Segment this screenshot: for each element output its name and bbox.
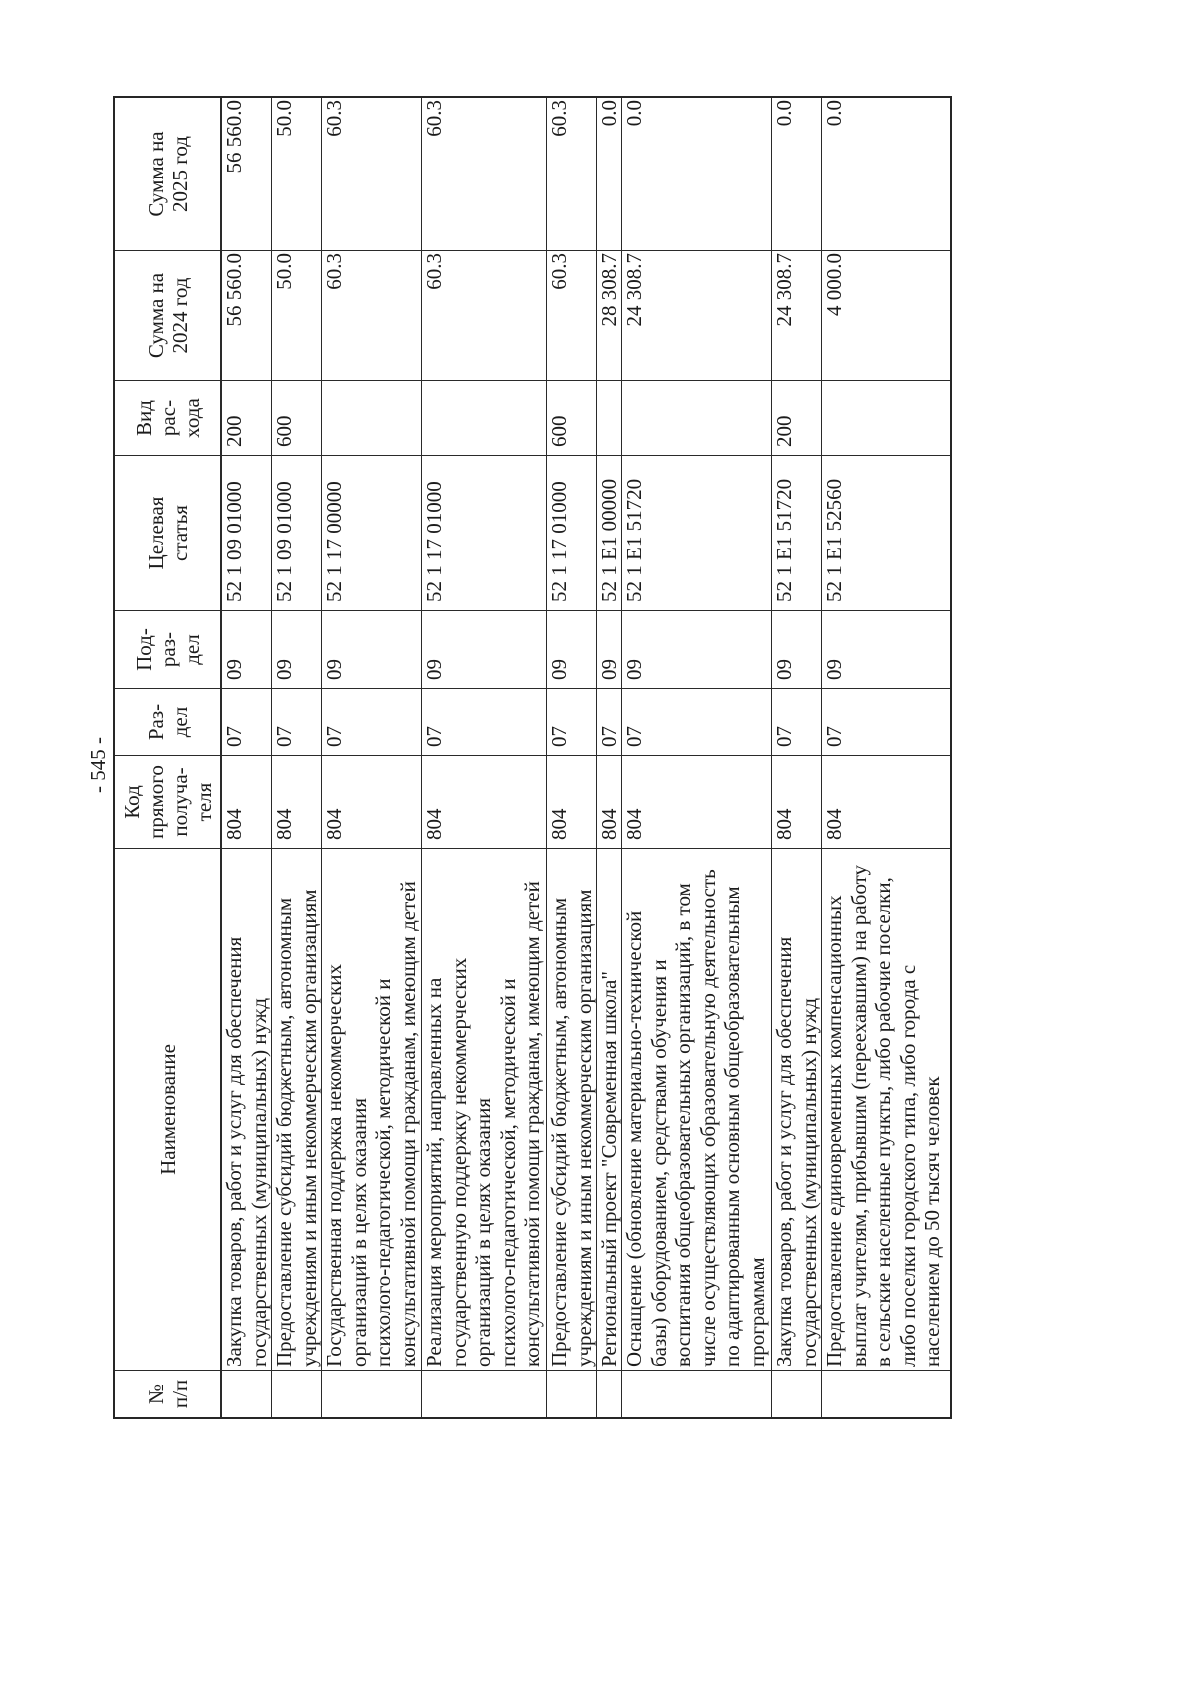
- row-target-article-cell: 52 1 E1 00000: [597, 455, 622, 610]
- row-target-article-cell: 52 1 17 00000: [322, 455, 422, 610]
- row-recipient-code-cell: 804: [597, 755, 622, 848]
- row-subsection-cell: 09: [222, 610, 272, 688]
- row-recipient-code-cell: 804: [222, 755, 272, 848]
- row-section-cell: 07: [622, 688, 772, 755]
- row-expense-type-cell: [322, 380, 422, 455]
- row-section-cell: 07: [822, 688, 950, 755]
- header-subsection: Под- раз- дел: [115, 610, 222, 688]
- row-subsection-cell: 09: [597, 610, 622, 688]
- row-expense-type-cell: 600: [272, 380, 322, 455]
- row-recipient-code-cell: 804: [422, 755, 547, 848]
- row-name-cell: Государственная поддержка некоммерческих организаций в целях оказания психолого-педагогической, методической и консультативной помощи гражданам, имеющим детей: [322, 848, 422, 1370]
- row-section-cell: 07: [597, 688, 622, 755]
- row-sum-2025-cell: 60.3: [422, 98, 547, 250]
- header-sum-2024: Сумма на 2024 год: [115, 250, 222, 380]
- row-sum-2025-cell: 0.0: [822, 100, 846, 127]
- row-subsection-cell: 09: [822, 610, 950, 688]
- row-target-article-cell: 52 1 09 01000: [222, 455, 272, 610]
- row-target-article-cell: 52 1 E1 51720: [622, 455, 772, 610]
- header-target-article: Целевая статья: [115, 455, 222, 610]
- header-name: Наименование: [115, 848, 222, 1370]
- row-target-article-cell: 52 1 E1 51720: [772, 455, 822, 610]
- row-num-cell: [547, 1370, 597, 1417]
- row-expense-type-cell: [822, 380, 950, 455]
- row-sum-2025-cell: 60.3: [322, 98, 422, 250]
- row-num-cell: [772, 1370, 822, 1417]
- row-section-cell: 07: [222, 688, 272, 755]
- header-expense-type: Вид рас- хода: [115, 380, 222, 455]
- row-section-cell: 07: [547, 688, 597, 755]
- row-target-article-cell: 52 1 E1 52560: [822, 455, 950, 610]
- row-recipient-code-cell: 804: [272, 755, 322, 848]
- row-section-cell: 07: [772, 688, 822, 755]
- row-section-cell: 07: [322, 688, 422, 755]
- row-subsection-cell: 09: [322, 610, 422, 688]
- row-name-cell: Реализация мероприятий, направленных на государственную поддержку некоммерческих организаций в целях оказания психолого-педагогической, методической и консультативной помощи гражданам, имеющим детей: [422, 848, 547, 1370]
- row-name-cell: Оснащение (обновление материально-технической базы) оборудованием, средствами обучения и воспитания общеобразовательных организаций, в том числе осуществляющих образовательную деятельность по адаптированным основным общеобразовательным программам: [622, 848, 772, 1370]
- row-sum-2025-cell: 0.0: [597, 98, 622, 250]
- row-num-cell: [322, 1370, 422, 1417]
- row-sum-2024-cell: 56 560.0: [222, 250, 272, 380]
- header-num: № п/п: [115, 1370, 222, 1417]
- row-sum-2024-cell: 24 308.7: [622, 250, 772, 380]
- row-target-article-cell: 52 1 17 01000: [547, 455, 597, 610]
- row-subsection-cell: 09: [547, 610, 597, 688]
- row-sum-2024-cell: 50.0: [272, 250, 322, 380]
- header-section: Раз- дел: [115, 688, 222, 755]
- row-name-cell: Предоставление единовременных компенсационных выплат учителям, прибывшим (переехавшим) на работу в сельские населенные пункты, либо рабочие поселки, либо поселки городского типа, либо города с населением до 50 тысяч человек: [822, 848, 950, 1370]
- row-recipient-code-cell: 804: [622, 755, 772, 848]
- row-num-cell: [622, 1370, 772, 1417]
- row-sum-2025-cell: 60.3: [547, 98, 597, 250]
- row-subsection-cell: 09: [272, 610, 322, 688]
- row-recipient-code-cell: 804: [322, 755, 422, 848]
- row-target-article-cell: 52 1 09 01000: [272, 455, 322, 610]
- row-expense-type-cell: 200: [772, 380, 822, 455]
- row-name-cell: Региональный проект "Современная школа": [597, 848, 622, 1370]
- page-number: - 545 -: [86, 737, 110, 793]
- row-expense-type-cell: 200: [222, 380, 272, 455]
- row-name-cell: Закупка товаров, работ и услуг для обеспечения государственных (муниципальных) нужд: [222, 848, 272, 1370]
- row-num-cell: [272, 1370, 322, 1417]
- row-subsection-cell: 09: [422, 610, 547, 688]
- row-sum-2024-cell: 4 000.0: [822, 250, 950, 380]
- row-expense-type-cell: [597, 380, 622, 455]
- row-recipient-code-cell: 804: [822, 755, 950, 848]
- row-target-article-cell: 52 1 17 01000: [422, 455, 547, 610]
- row-sum-2025-cell: 50.0: [272, 98, 322, 250]
- row-sum-2025-cell: 56 560.0: [222, 98, 272, 250]
- row-sum-2025-cell: 0.0: [622, 98, 772, 250]
- row-num-cell: [222, 1370, 272, 1417]
- row-subsection-cell: 09: [622, 610, 772, 688]
- budget-table: [113, 96, 952, 1419]
- row-section-cell: 07: [422, 688, 547, 755]
- header-recipient-code: Код прямого получа- теля: [115, 755, 222, 848]
- row-sum-2024-cell: 60.3: [422, 250, 547, 380]
- row-expense-type-cell: 600: [547, 380, 597, 455]
- row-expense-type-cell: [622, 380, 772, 455]
- row-name-cell: Предоставление субсидий бюджетным, автономным учреждениям и иным некоммерческим организациям: [272, 848, 322, 1370]
- header-sum-2025: Сумма на 2025 год: [115, 98, 222, 250]
- row-sum-2024-cell: 28 308.7: [597, 250, 622, 380]
- row-recipient-code-cell: 804: [772, 755, 822, 848]
- row-subsection-cell: 09: [772, 610, 822, 688]
- row-sum-2024-cell: 60.3: [322, 250, 422, 380]
- row-num-cell: [597, 1370, 622, 1417]
- row-name-cell: Предоставление субсидий бюджетным, автономным учреждениям и иным некоммерческим организациям: [547, 848, 597, 1370]
- row-num-cell: [822, 1370, 950, 1417]
- row-sum-2024-cell: 60.3: [547, 250, 597, 380]
- row-expense-type-cell: [422, 380, 547, 455]
- row-num-cell: [422, 1370, 547, 1417]
- row-name-cell: Закупка товаров, работ и услуг для обеспечения государственных (муниципальных) нужд: [772, 848, 822, 1370]
- row-recipient-code-cell: 804: [547, 755, 597, 848]
- row-sum-2024-cell: 24 308.7: [772, 250, 822, 380]
- row-sum-2025-cell: 0.0: [772, 98, 822, 250]
- row-section-cell: 07: [272, 688, 322, 755]
